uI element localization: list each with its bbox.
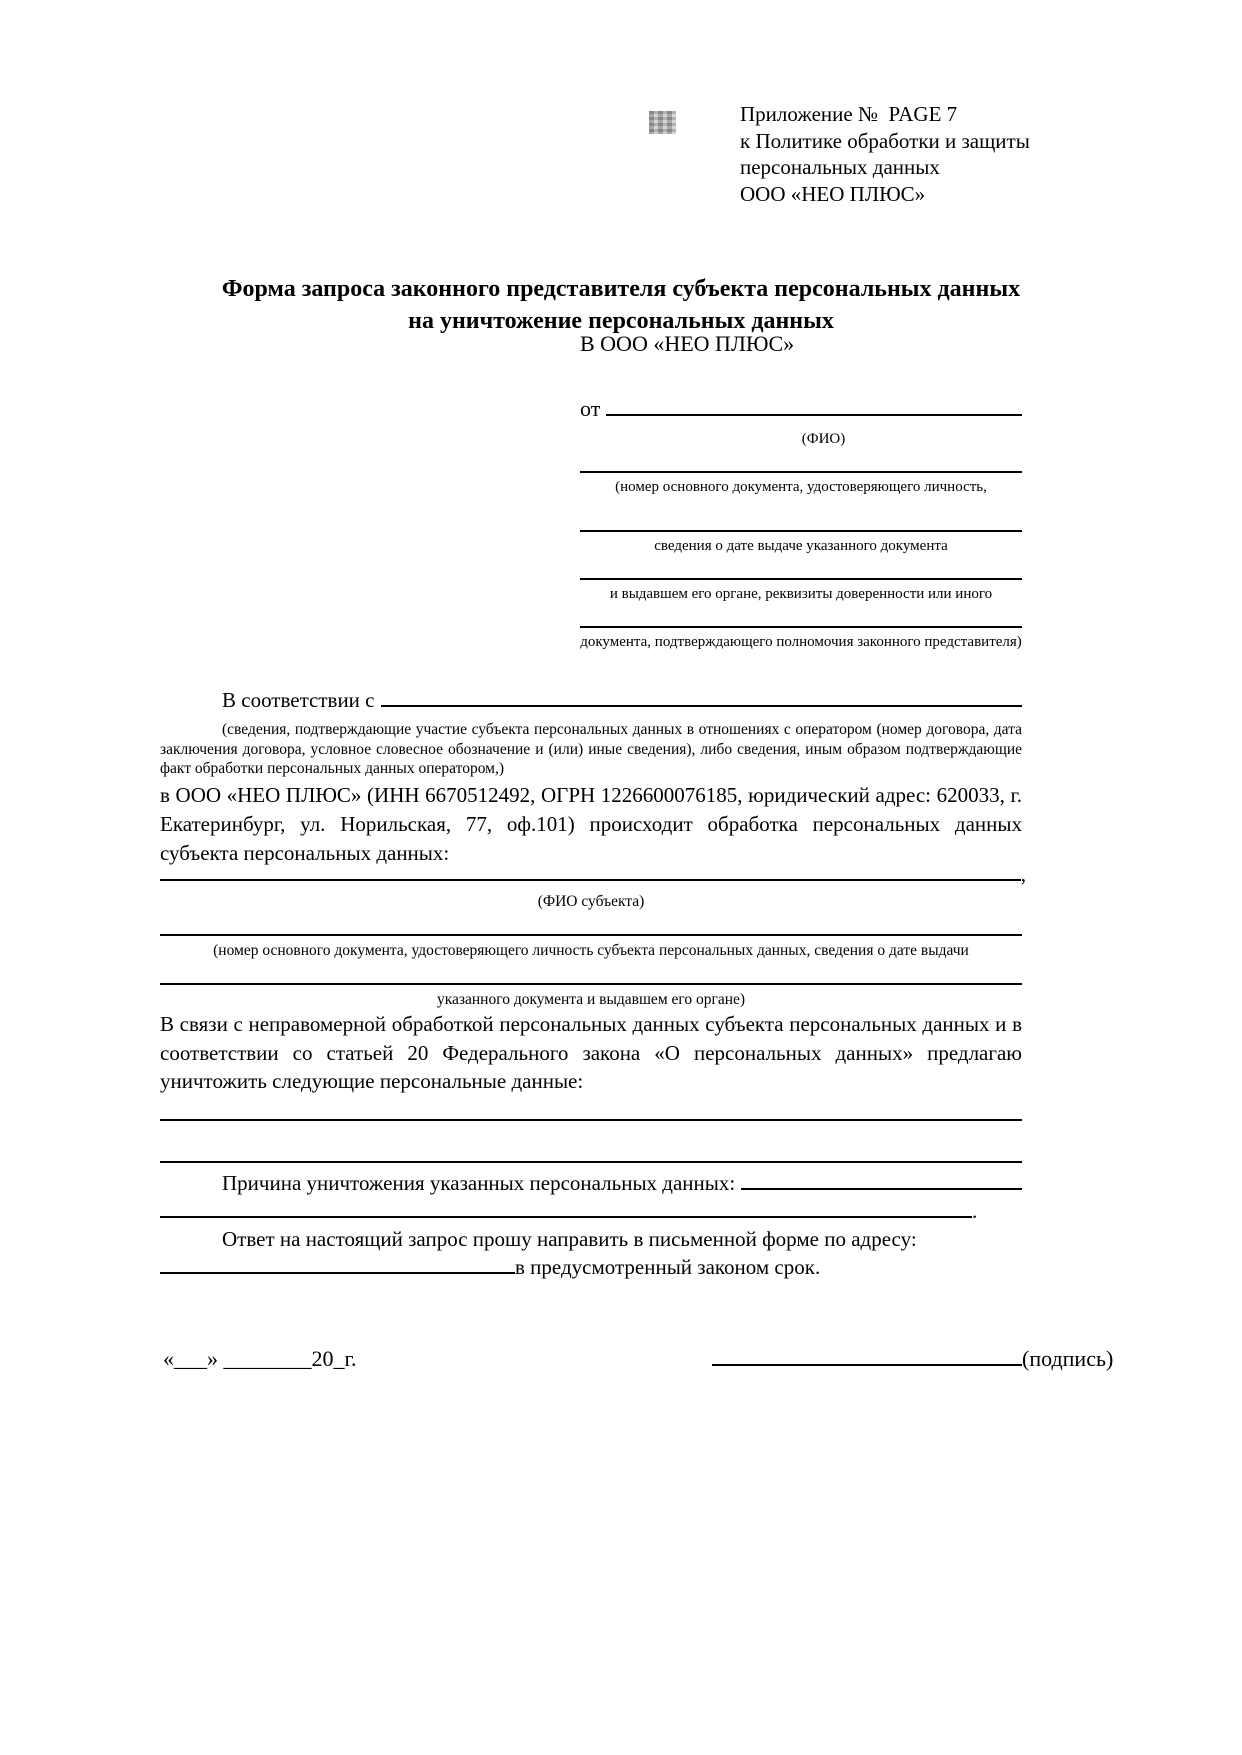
field-code-artifact-icon <box>649 111 676 134</box>
subject-doc-line <box>160 983 1022 985</box>
signature-line <box>712 1364 1022 1366</box>
date-line: «___» ________20_г. <box>163 1346 357 1371</box>
line-caption: сведения о дате выдаче указанного документа <box>654 538 948 554</box>
reason-row <box>160 1171 1022 1196</box>
subject-trailing-comma: , <box>1020 862 1026 886</box>
form-title-line2: на уничтожение персональных данных <box>408 308 834 334</box>
appendix-header-line: персональных данных <box>740 155 940 179</box>
reason-period: . <box>972 1199 978 1223</box>
reply-suffix: в предусмотренный законом срок. <box>515 1255 821 1279</box>
accordance-row <box>160 688 1022 713</box>
subject-doc-caption-2: указанного документа и выдавшем его органе) <box>436 991 746 1008</box>
blank-line <box>580 578 1022 580</box>
reason-fill-line <box>741 1188 1022 1190</box>
data-blank-line-1 <box>160 1119 1022 1121</box>
signature-caption: (подпись) <box>1022 1346 1114 1371</box>
accordance-label: В соответствии с <box>222 688 375 712</box>
accordance-fill-line <box>381 705 1023 707</box>
date-row <box>163 1346 423 1372</box>
subject-fill-line <box>160 879 1021 881</box>
signature-row <box>712 1346 1132 1372</box>
fio-caption: (ФИО) <box>801 431 846 447</box>
blank-line <box>580 471 1022 473</box>
from-row <box>580 396 1022 422</box>
reply-text: Ответ на настоящий запрос прошу направить в письменной форме по адресу: <box>222 1227 917 1251</box>
line-caption: документа, подтверждающего полномочия законного представителя) <box>580 634 1022 650</box>
reason-line2 <box>160 1216 972 1218</box>
appendix-header <box>740 101 1030 207</box>
from-fill-line <box>606 414 1022 416</box>
addressee: В ООО «НЕО ПЛЮС» <box>580 331 795 356</box>
subject-fio-row <box>160 862 1026 887</box>
line-caption: и выдавшем его органе, реквизиты доверенности или иного <box>609 586 993 602</box>
reason-label: Причина уничтожения указанных персональных данных: <box>222 1171 736 1195</box>
reply-address-line <box>160 1272 515 1274</box>
appendix-header-line: Приложение № PAGE 7 <box>740 102 958 126</box>
reason-continuation-row <box>160 1199 1022 1224</box>
blank-line <box>580 530 1022 532</box>
appendix-header-line: ООО «НЕО ПЛЮС» <box>740 181 926 206</box>
reply-row <box>160 1227 1022 1252</box>
request-paragraph: В связи с неправомерной обработкой персональных данных субъекта персональных данных и в соответствии со статьей 20 Федерального закона «О персональных данных» предлагаю уничтожить следующие персональные данные: <box>160 1012 1022 1093</box>
blank-line <box>580 626 1022 628</box>
form-title-line1: Форма запроса законного представителя субъекта персональных данных <box>221 276 1021 302</box>
reply-address-row <box>160 1255 1022 1280</box>
subject-doc-line <box>160 934 1022 936</box>
accordance-note: (сведения, подтверждающие участие субъекта персональных данных в отношениях с оператором (номер договора, дата заключения договора, условное словесное обозначение и (или) иные сведения), либо сведения, иным образом подтверждающие факт обработки персональных данных оператором,) <box>160 721 1022 777</box>
line-caption: (номер основного документа, удостоверяющего личность, <box>615 479 987 495</box>
subject-doc-caption-1: (номер основного документа, удостоверяющего личность субъекта персональных данных, сведения о дате выдачи <box>213 942 969 959</box>
appendix-header-line: к Политике обработки и защиты <box>740 128 1030 153</box>
form-title <box>0 273 1242 337</box>
operator-paragraph: в ООО «НЕО ПЛЮС» (ИНН 6670512492, ОГРН 1226600076185, юридический адрес: 620033, г. Екатеринбург, ул. Норильская, 77, оф.101) происходит обработка персональных данных субъекта персональных данных: <box>160 783 1022 865</box>
from-label: от <box>580 396 601 421</box>
data-blank-line-2 <box>160 1161 1022 1163</box>
subject-fio-caption: (ФИО субъекта) <box>537 893 645 910</box>
